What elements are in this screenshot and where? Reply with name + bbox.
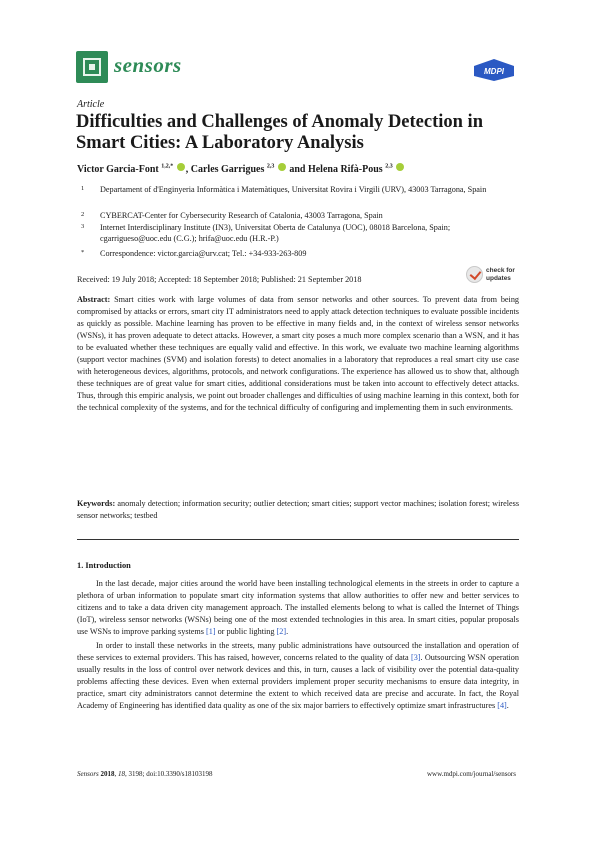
author-name[interactable]: Helena Rifà-Pous — [307, 164, 383, 175]
paragraph-text: . Outsourcing WSN operation usually results in the loss of control over network devices and this, in turn, causes a lack of visibility over the potential data-quality problems affecting these devices. Even when external providers implement proper security mechanisms to ensure data integrity, in practice, smart city administrators cannot determine the extent to which received data are precise and accurate. In fact, the Royal Academy of Engineering has identified data quality as one of the six major barriers to effectively optimize smart infrastructures — [77, 653, 519, 710]
author-list — [77, 163, 537, 175]
paragraph — [77, 640, 519, 712]
citation-link[interactable]: [1] — [206, 627, 216, 636]
affiliation-text: Internet Interdisciplinary Institute (IN3), Universitat Oberta de Catalunya (UOC), 08018 Barcelona, Spain; cgarrigueso@uoc.edu (C.G.); hrifa@uoc.edu (H.R.-P.) — [100, 223, 451, 243]
affiliation-number: * — [81, 249, 85, 256]
keywords-text: anomaly detection; information security; outlier detection; smart cities; support vector machines; isolation forest; wireless sensor networks; testbed — [77, 499, 519, 520]
journal-logo-icon — [76, 51, 108, 83]
paper-title: Difficulties and Challenges of Anomaly Detection in Smart Cities: A Laboratory Analysis — [76, 112, 483, 153]
citation-link[interactable]: [3] — [410, 653, 421, 662]
affiliation-number: 3 — [81, 223, 85, 230]
citation-link[interactable]: [4] — [497, 701, 507, 710]
author-affiliation-marker: 1,2,* — [161, 163, 174, 170]
author-affiliation-marker: 2,3 — [266, 163, 275, 170]
orcid-icon[interactable] — [177, 163, 185, 171]
paragraph-text: or public lighting — [215, 627, 277, 636]
check-for-updates-badge[interactable] — [466, 265, 528, 285]
check-updates-icon — [466, 266, 483, 283]
affiliation-text: CYBERCAT-Center for Cybersecurity Research of Catalonia, 43003 Tarragona, Spain — [100, 211, 383, 220]
abstract-text: Smart cities work with large volumes of data from sensor networks and other sources. To prevent data from being compromised by attacks or errors, smart city IT administrators need to apply attack detection techniques to evaluate possible incidents as quickly as possible. Machine learning has proven to be effective in many fields and, in the context of wireless sensor networks (WSNs), it has proven adequate to detect attacks. However, a smart city poses a much more complex scenario than a WSN, and it has to be evaluated whether these techniques are equally valid and effective. In this work, we evaluate two machine learning algorithms (support vector machines (SVM) and isolation forests) to detect anomalies in a laboratory that reproduces a real smart city use case with heterogeneous devices, algorithms, protocols, and network configurations. The experience has allowed us to show that, although these techniques are of great value for smart cities, additional considerations must be taken into account to effectively detect attacks. Thus, through this empiric analysis, we point out broader challenges and difficulties of using machine learning in this context, both for the technical complexity of the systems, and for the technical difficulty of configuring and implementing them in such environments. — [77, 295, 520, 412]
mdpi-logo-text: MDPI — [484, 67, 504, 76]
journal-url[interactable]: www.mdpi.com/journal/sensors — [427, 770, 516, 778]
abstract — [77, 294, 519, 414]
affiliation-number: 2 — [81, 211, 85, 218]
author-name[interactable]: Carles Garrigues — [190, 164, 265, 175]
publication-dates: Received: 19 July 2018; Accepted: 18 September 2018; Published: 21 September 2018 — [77, 275, 362, 284]
introduction-body — [77, 578, 519, 714]
author-name[interactable]: Victor Garcia-Font — [77, 164, 159, 175]
footer-year: 2018 — [100, 770, 115, 778]
abstract-label: Abstract: — [77, 295, 111, 304]
footer-journal: Sensors — [77, 770, 99, 778]
keywords-label: Keywords: — [77, 499, 116, 508]
section-divider — [77, 539, 519, 540]
author-separator: , — [185, 164, 189, 175]
paragraph-text: . — [506, 701, 509, 710]
check-updates-line2: updates — [486, 274, 511, 282]
mdpi-logo-icon — [472, 58, 516, 82]
citation-footer: Sensors 2018, 18, 3198; doi:10.3390/s18103198 — [77, 770, 213, 778]
check-updates-line1: check for — [486, 267, 515, 274]
orcid-icon[interactable] — [396, 163, 404, 171]
paragraph-text: In the last decade, major cities around the world have been installing technological elements in the streets in order to capture a plethora of urban information to populate smart city information systems that allow authorities to offer new and better services to citizens and to take a data driven city management approach. The installed elements belong to what is called the Internet of Things (IoT), wireless sensor networks (WSNs) being one of the most extended technologies in this area. In smart cities, popular proposals use WSNs to improve parking systems — [77, 579, 519, 636]
paragraph-text: In order to install these networks in the streets, many public administrations have outsourced the installation and operation of these services to external providers. This has raised, however, concerns related to the quality of data — [77, 641, 519, 662]
affiliation-text: Departament of d'Enginyeria Informàtica i Matemàtiques, Universitat Rovira i Virgili (URV), 43003 Tarragona, Spain — [100, 185, 487, 194]
affiliation-number: 1 — [81, 185, 85, 192]
paragraph — [77, 578, 519, 638]
section-heading: 1. Introduction — [77, 561, 131, 570]
keywords — [77, 498, 519, 522]
footer-volume: 18 — [118, 770, 126, 778]
author-conjunction: and — [289, 164, 306, 175]
article-type: Article — [77, 99, 105, 110]
orcid-icon[interactable] — [278, 163, 286, 171]
paragraph-text: . — [286, 627, 289, 636]
affiliation-text: Correspondence: victor.garcia@urv.cat; Tel.: +34-933-263-809 — [100, 249, 307, 258]
author-affiliation-marker: 2,3 — [385, 163, 393, 170]
footer-doi[interactable]: , 3198; doi:10.3390/s18103198 — [125, 770, 213, 778]
journal-name: sensors — [114, 53, 182, 77]
citation-link[interactable]: [2] — [276, 627, 287, 636]
